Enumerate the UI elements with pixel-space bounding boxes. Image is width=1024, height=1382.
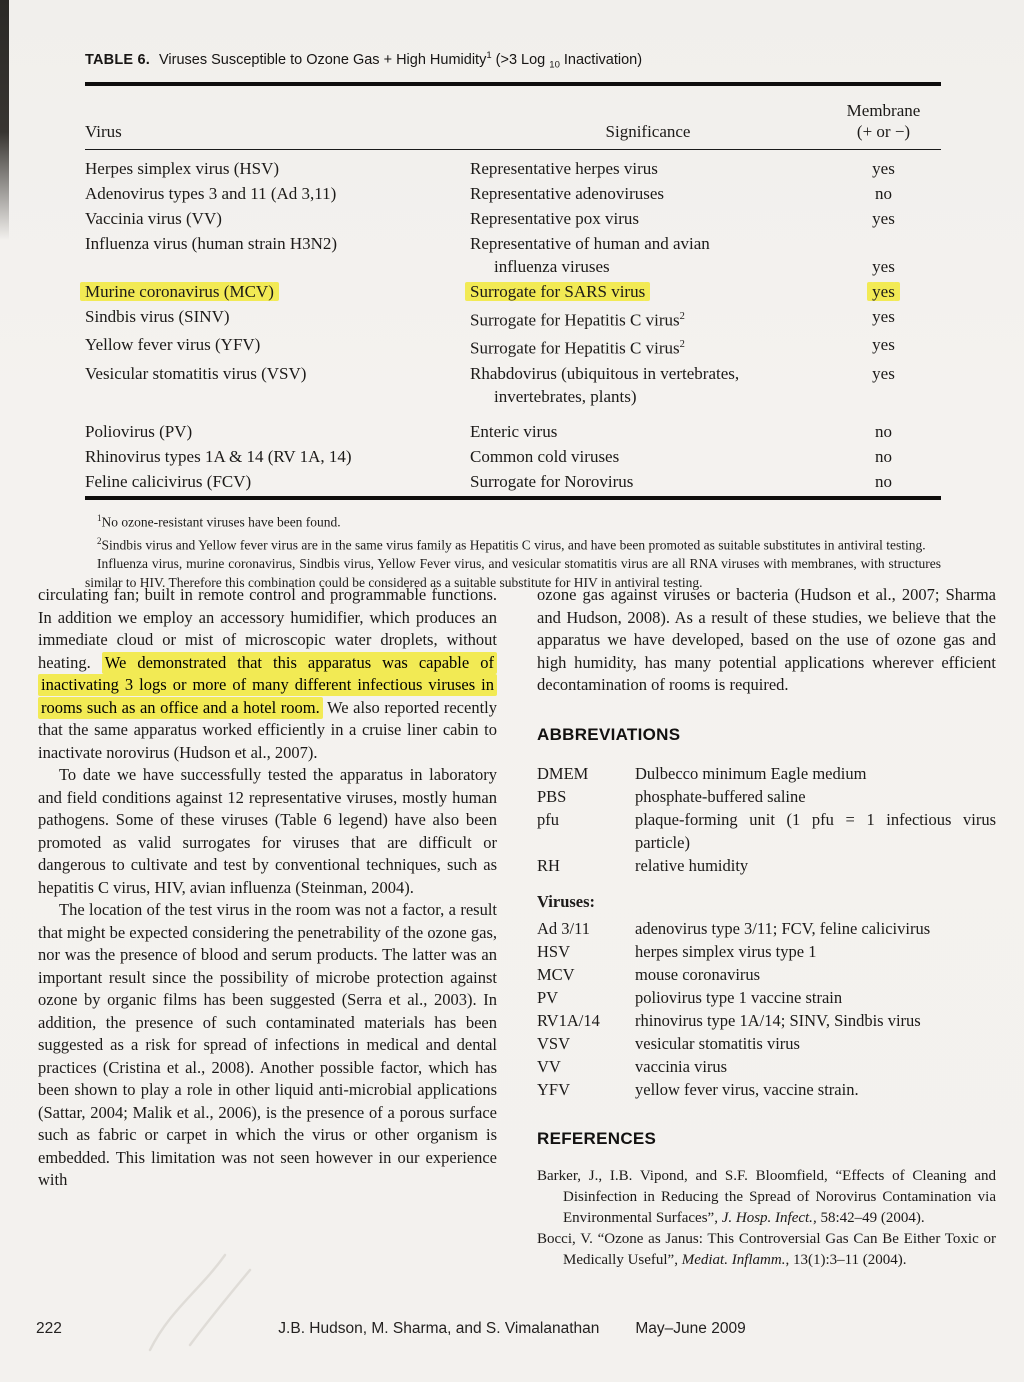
table-row [85,444,941,469]
significance-text: Enteric virus [470,422,558,442]
table-row [85,181,941,206]
references-heading: REFERENCES [537,1128,657,1148]
virus-name: Vesicular stomatitis virus (VSV) [85,364,307,384]
abbr-term: pfu [537,810,559,829]
paragraph-text: circulating fan; built in remote control and programmable functions. In addition we employ an accessory humidifier, which produces an immediate cloud or mist of microscopic water droplets, without heating. [38,585,497,672]
viruses-list [537,917,930,1101]
virus-abbr-definition: poliovirus type 1 vaccine strain [635,987,843,1007]
footnote-marker: 2 [679,339,685,351]
footnote-marker: 2 [97,536,102,547]
abbr-term: RH [537,856,560,875]
table-row [85,361,941,409]
definition-row [537,762,996,785]
virus-abbr-term: VSV [537,1033,571,1053]
definition-row [537,854,996,877]
virus-abbr-term: Ad 3/11 [537,918,591,938]
virus-name: Influenza virus (human strain H3N2) [85,233,338,253]
reference-text: , 13(1):3–11 (2004). [785,1252,907,1268]
definition-row [537,940,930,963]
journal-name: Mediat. Inflamm. [681,1252,786,1268]
significance-text: Rhabdovirus (ubiquitous in vertebrates, [470,364,740,384]
abbreviations-list [537,762,996,877]
table-caption-label: TABLE 6. [85,51,150,68]
reference-text: , 58:42–49 (2004). [812,1210,925,1226]
virus-name: Herpes simplex virus (HSV) [85,158,280,178]
table-row [85,279,941,304]
references-list [537,1166,996,1271]
definition-row [537,1078,930,1101]
membrane-value: no [875,472,892,492]
table-caption-title: Viruses Susceptible to Ozone Gas + High Humidity [158,51,487,68]
paragraph: To date we have successfully tested the apparatus in laboratory and field conditions against 12 representative viruses, mostly human pathogens. Some of these viruses (Table 6 legend) have also been promoted as valid surrogates for viruses that are difficult or dangerous to cultivate and test by conventional techniques, such as hepatitis C virus, HIV, avian influenza (Steinman, 2004). [38,765,497,897]
table-6-section [85,46,941,592]
significance-text: Representative pox virus [470,208,640,228]
viruses-subheading: Viruses: [537,892,596,911]
definition-row [537,1055,930,1078]
abbr-definition: phosphate-buffered saline [635,787,806,806]
virus-name: Feline calicivirus (FCV) [85,472,252,492]
virus-name: Vaccinia virus (VV) [85,208,222,228]
table-footnote: $^2$Sindbis virus and Yellow fever virus are in the same virus family as Hepatitis C virus, and have been promoted as suitable substitutes in antiviral testing. [97,536,926,553]
membrane-value: no [875,422,892,442]
virus-abbr-term: PV [537,987,559,1007]
table-footnote: Influenza virus, murine coronavirus, Sindbis virus, Yellow Fever virus, and vesicular stomatitis virus are all RNA viruses with membranes, with structures similar to HIV. Therefore this combination could be considered as a suitable substitute for HIV in antiviral testing. [85,556,941,590]
membrane-value: yes [872,256,895,276]
footer-authors: J.B. Hudson, M. Sharma, and S. Vimalanathan [278,1320,600,1337]
virus-abbr-term: HSV [537,941,571,961]
significance-text: Surrogate for SARS virus [470,281,646,301]
column-header-significance: Significance [470,86,826,150]
table-footnote: $^1$No ozone-resistant viruses have been found. [97,513,341,530]
significance-text: influenza viruses [494,256,610,276]
significance-text: Representative adenoviruses [470,183,665,203]
significance-text: Representative herpes virus [470,158,658,178]
significance-text: Common cold viruses [470,447,620,467]
membrane-value: yes [872,306,895,326]
definition-row [537,963,930,986]
body-right-column [537,584,996,1271]
table-row [85,231,941,279]
table-row [85,332,941,361]
virus-name: Sindbis virus (SINV) [85,306,230,326]
virus-abbr-definition: vaccinia virus [635,1056,728,1076]
reference-item [537,1166,996,1229]
definition-row [537,785,996,808]
abbr-definition: plaque-forming unit (1 pfu = 1 infectious virus particle) [635,810,996,852]
significance-text: Representative of human and avian [470,233,710,253]
virus-table-header [85,86,941,150]
virus-abbr-definition: herpes simplex virus type 1 [635,941,817,961]
table-row [85,149,941,181]
scan-edge-artifact [0,0,9,240]
reference-text: Bocci, V. “Ozone as Janus: This Controversial Gas Can Be Either Toxic or Medically Useful”, [537,1231,996,1268]
abbr-term: PBS [537,787,567,806]
significance-text: Surrogate for Hepatitis C virus$^2$ [470,339,685,359]
virus-table [85,86,941,494]
column-header-membrane: Membrane (+ or −) [826,86,941,150]
table-footnotes [85,509,941,592]
virus-abbr-definition: vesicular stomatitis virus [635,1033,800,1053]
membrane-value: yes [872,335,895,355]
column-header-virus: Virus [85,86,470,150]
abbreviations-heading: ABBREVIATIONS [537,724,681,744]
membrane-value: no [875,183,892,203]
table-row [85,409,941,444]
virus-name: Poliovirus (PV) [85,422,193,442]
definition-row [537,808,996,854]
virus-abbr-term: VV [537,1056,561,1076]
page-number: 222 [36,1320,62,1337]
table-caption [85,46,941,75]
footnote-marker: 1 [97,513,102,524]
virus-abbr-term: MCV [537,964,575,984]
table-row [85,304,941,333]
table-caption-log-subscript: 10 [549,59,560,71]
highlight-mark: We demonstrated that this apparatus was capable of inactivating 3 logs or more of many different infectious viruses in rooms such as an office and a hotel room. [38,652,497,719]
reference-text: Barker, J., I.B. Vipond, and S.F. Bloomfield, “Effects of Cleaning and Disinfection in Reducing the Spread of Norovirus Contamination via Environmental Surfaces”, [537,1168,996,1226]
membrane-value: no [875,447,892,467]
membrane-value: yes [872,208,895,228]
table-caption-footnote-marker: 1 [486,50,492,61]
reference-item [537,1229,996,1271]
definition-row [537,986,930,1009]
table-caption-tail-pre: (>3 Log [491,51,550,68]
virus-name: Adenovirus types 3 and 11 (Ad 3,11) [85,183,337,203]
footer-issue-date: May–June 2009 [635,1320,746,1337]
footnote-marker: 2 [679,310,685,322]
paragraph: The location of the test virus in the room was not a factor, a result that might be expected considering the penetrability of the ozone gas, nor was the presence of blood and serum products. The latter was an important result since the possibility of microbe protection against ozone by organic films has been suggested (Serra et al., 2003). In addition, the presence of such contaminated materials has been suggested as a risk for spread of infections in medical and dental practices (Cristina et al., 2008). Another possible factor, which has been shown to play a role in other liquid anti-microbial applications (Sattar, 2004; Malik et al., 2006), is the presence of a porous surface such as fabric or carpet in which the virus or other organism is embedded. This limitation was not seen however in our experience with [38,900,497,1189]
table-row [85,206,941,231]
abbr-definition: relative humidity [635,856,749,875]
definition-row [537,1009,930,1032]
definition-row [537,1032,930,1055]
membrane-value: yes [872,364,895,384]
abbr-definition: Dulbecco minimum Eagle medium [635,764,867,783]
significance-text: invertebrates, plants) [494,387,637,407]
table-row [85,469,941,494]
paragraph: ozone gas against viruses or bacteria (Hudson et al., 2007; Sharma and Hudson, 2008). As a result of these studies, we believe that the apparatus we have developed, based on the use of ozone gas and high humidity, has many potential applications wherever efficient decontamination of rooms is required. [537,585,996,694]
body-columns [38,584,996,1271]
table-bottom-rule [85,496,941,500]
virus-abbr-term: YFV [537,1079,571,1099]
paragraph-text: We also reported recently that the same apparatus worked efficiently in a cruise liner cabin to inactivate norovirus (Hudson et al., 2007). [38,697,497,762]
definition-row [537,917,930,940]
virus-abbr-term: RV1A/14 [537,1010,600,1030]
paragraph [38,584,497,764]
virus-abbr-definition: yellow fever virus, vaccine strain. [635,1079,859,1099]
page-footer [0,1320,1024,1338]
body-left-column [38,584,497,1271]
significance-text: Surrogate for Hepatitis C virus$^2$ [470,310,685,330]
virus-abbr-definition: mouse coronavirus [635,964,761,984]
virus-name: Rhinovirus types 1A & 14 (RV 1A, 14) [85,447,352,467]
virus-name: Yellow fever virus (YFV) [85,335,261,355]
membrane-value: yes [872,158,895,178]
virus-abbr-definition: rhinovirus type 1A/14; SINV, Sindbis virus [635,1010,921,1030]
significance-text: Surrogate for Norovirus [470,472,634,492]
membrane-value: yes [872,281,895,301]
virus-abbr-definition: adenovirus type 3/11; FCV, feline calicivirus [635,918,931,938]
table-caption-tail-post: Inactivation) [559,51,643,68]
virus-name: Murine coronavirus (MCV) [85,281,274,301]
virus-table-body [85,149,941,494]
abbr-term: DMEM [537,764,589,783]
journal-name: J. Hosp. Infect. [721,1210,813,1226]
